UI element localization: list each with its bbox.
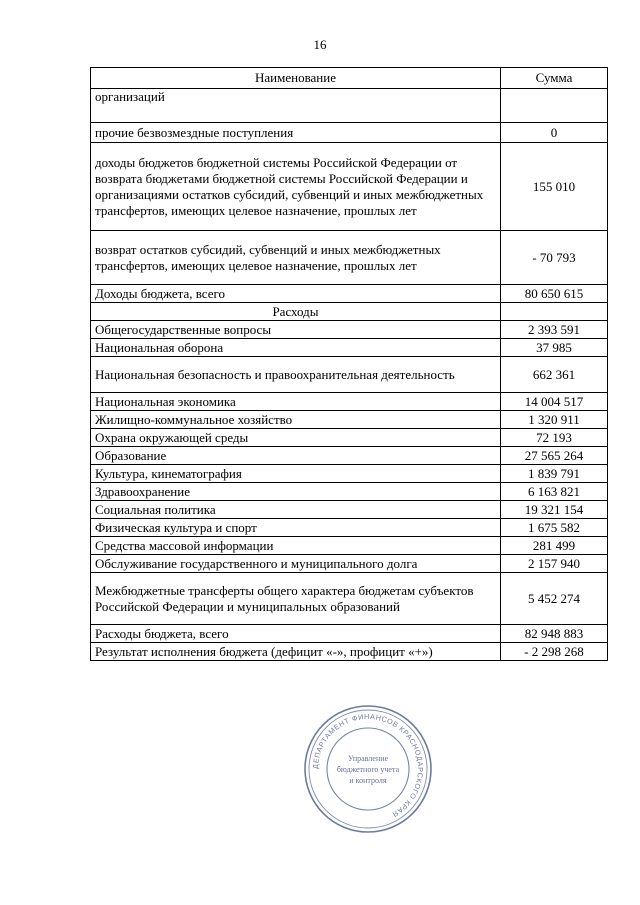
table-row (91, 123, 608, 143)
section-row (91, 303, 608, 321)
row-sum: 2 393 591 (501, 321, 608, 339)
table-row (91, 429, 608, 447)
row-sum: - 2 298 268 (501, 643, 608, 661)
row-sum: 14 004 517 (501, 393, 608, 411)
row-sum: 662 361 (501, 357, 608, 393)
column-header-name: Наименование (91, 68, 501, 89)
table-row (91, 143, 608, 231)
row-name: Расходы бюджета, всего (91, 625, 501, 643)
table-row (91, 573, 608, 625)
row-sum: 27 565 264 (501, 447, 608, 465)
row-name: организаций (91, 89, 501, 123)
row-name: Жилищно-коммунальное хозяйство (91, 411, 501, 429)
stamp-center-line-2: бюджетного учета (336, 765, 400, 774)
row-sum: 2 157 940 (501, 555, 608, 573)
page-number: 16 (313, 37, 327, 52)
row-name: Национальная экономика (91, 393, 501, 411)
row-name: Результат исполнения бюджета (дефицит «-», профицит «+») (91, 643, 501, 661)
row-sum: 281 499 (501, 537, 608, 555)
table-row (91, 643, 608, 661)
row-sum: 1 839 791 (501, 465, 608, 483)
table-row (91, 339, 608, 357)
row-name: Охрана окружающей среды (91, 429, 501, 447)
stamp-center-line-3: и контроля (349, 776, 387, 785)
row-sum: 0 (501, 123, 608, 143)
official-stamp (302, 703, 434, 835)
table-row (91, 465, 608, 483)
column-header-sum: Сумма (501, 68, 608, 89)
row-name: Межбюджетные трансферты общего характера бюджетам субъектов Российской Федерации и муниципальных образований (91, 573, 501, 625)
table-row (91, 411, 608, 429)
table-row (91, 89, 608, 123)
table-row (91, 519, 608, 537)
table-row (91, 537, 608, 555)
row-name: Социальная политика (91, 501, 501, 519)
row-name: Здравоохранение (91, 483, 501, 501)
table-row (91, 285, 608, 303)
row-name: Образование (91, 447, 501, 465)
stamp-center-line-1: Управление (347, 754, 389, 763)
row-sum: - 70 793 (501, 231, 608, 285)
section-empty-cell (501, 303, 608, 321)
table-row (91, 357, 608, 393)
row-sum (501, 89, 608, 123)
row-name: Средства массовой информации (91, 537, 501, 555)
table-row (91, 231, 608, 285)
row-sum: 19 321 154 (501, 501, 608, 519)
row-name: Общегосударственные вопросы (91, 321, 501, 339)
table-row (91, 321, 608, 339)
row-name: Культура, кинематография (91, 465, 501, 483)
row-sum: 82 948 883 (501, 625, 608, 643)
table-row (91, 625, 608, 643)
row-sum: 1 320 911 (501, 411, 608, 429)
budget-table (90, 67, 608, 661)
table-header-row (91, 68, 608, 89)
row-name: Физическая культура и спорт (91, 519, 501, 537)
stamp-ring-text: ДЕПАРТАМЕНТ ФИНАНСОВ КРАСНОДАРСКОГО КРАЯ (310, 711, 426, 820)
table-row (91, 483, 608, 501)
table-row (91, 501, 608, 519)
row-name: Национальная безопасность и правоохранительная деятельность (91, 357, 501, 393)
row-name: Национальная оборона (91, 339, 501, 357)
row-sum: 37 985 (501, 339, 608, 357)
row-sum: 1 675 582 (501, 519, 608, 537)
row-sum: 5 452 274 (501, 573, 608, 625)
row-name: Обслуживание государственного и муниципального долга (91, 555, 501, 573)
row-sum: 155 010 (501, 143, 608, 231)
table-row (91, 555, 608, 573)
row-sum: 6 163 821 (501, 483, 608, 501)
row-name: прочие безвозмездные поступления (91, 123, 501, 143)
table-row (91, 393, 608, 411)
section-title-expenses: Расходы (91, 303, 501, 321)
row-name: доходы бюджетов бюджетной системы Российской Федерации от возврата бюджетами бюджетной системы Российской Федерации и организациями остатков субсидий, субвенций и иных межбюджетных трансфертов, имеющих целевое назначение, прошлых лет (91, 143, 501, 231)
row-sum: 72 193 (501, 429, 608, 447)
row-name: возврат остатков субсидий, субвенций и иных межбюджетных трансфертов, имеющих целевое назначение, прошлых лет (91, 231, 501, 285)
row-name: Доходы бюджета, всего (91, 285, 501, 303)
row-sum: 80 650 615 (501, 285, 608, 303)
table-row (91, 447, 608, 465)
